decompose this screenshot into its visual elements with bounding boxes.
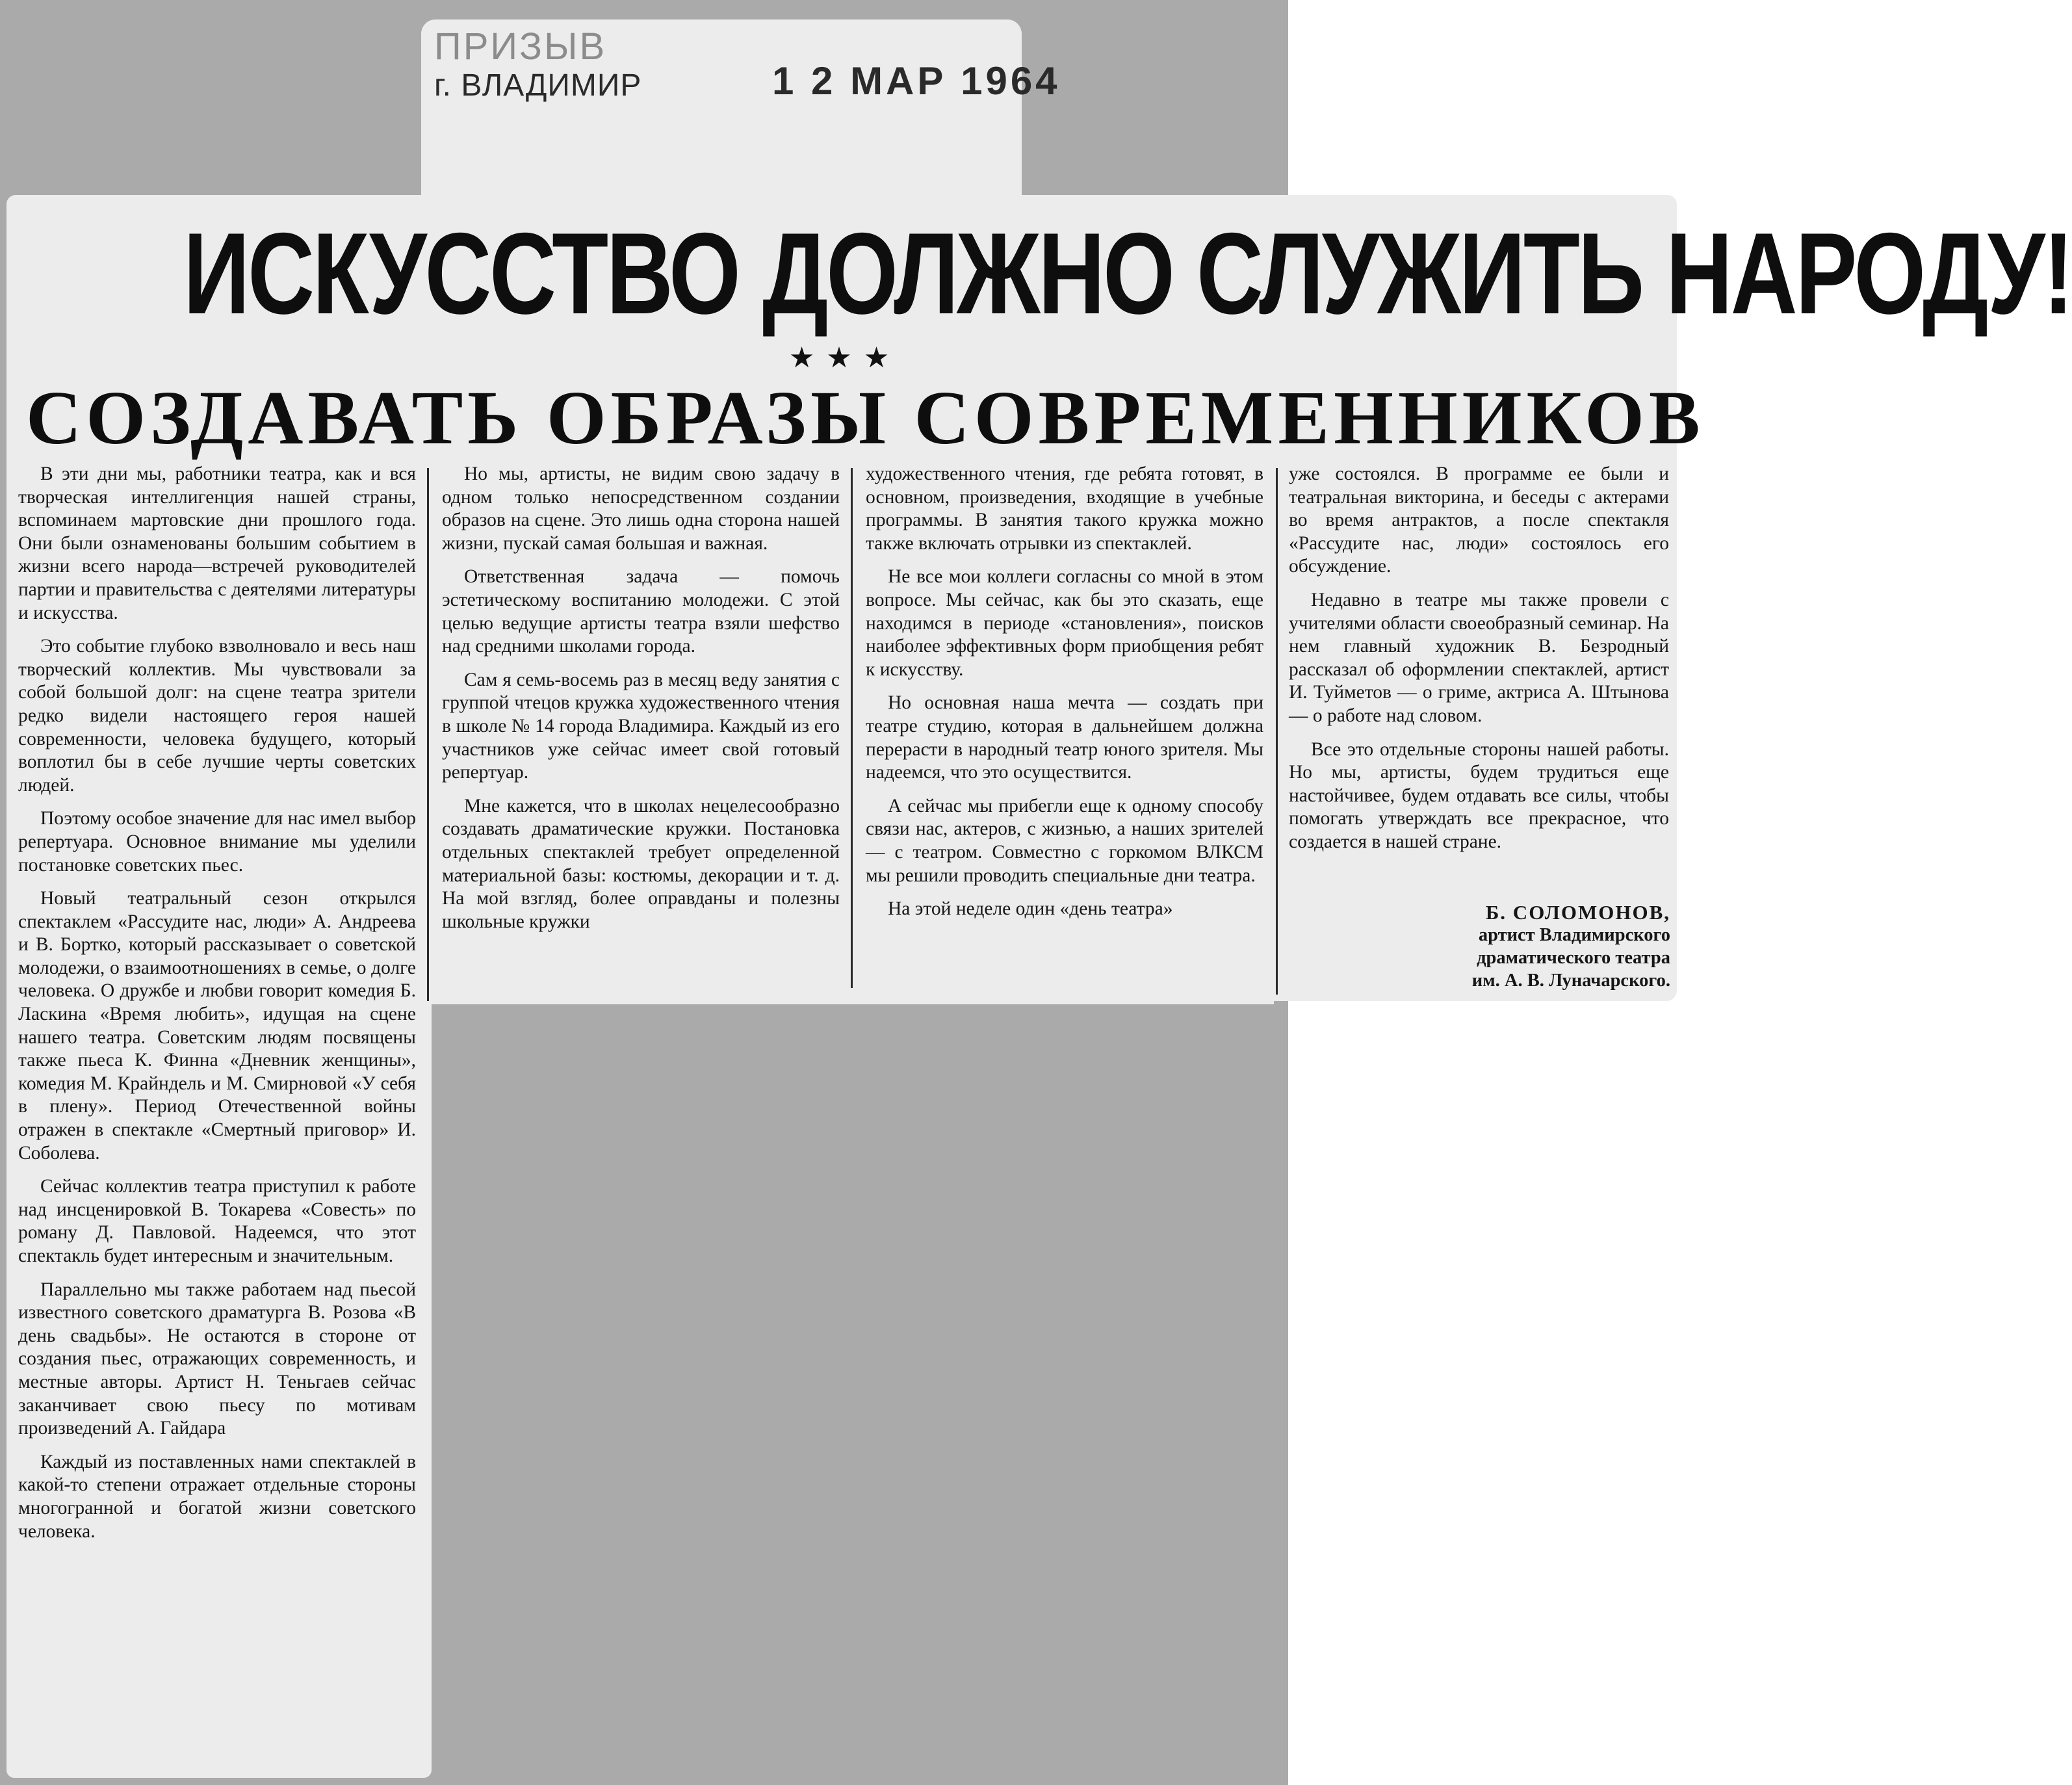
- stamp-newspaper-name: ПРИЗЫВ: [434, 25, 607, 68]
- paragraph: Недавно в театре мы также провели с учителями области своеобразный семинар. На нем главный художник В. Безродный рассказал об оформлении спектаклей, артист И. Туйметов — о гриме, актриса А. Штынова — о работе над словом.: [1289, 589, 1669, 726]
- paragraph: Сейчас коллектив театра приступил к работе над инсценировкой В. Токарева «Совесть» по роману Д. Павловой. Надеемся, что этот спектакль будет интересным и значительным.: [18, 1176, 416, 1266]
- paragraph: Мне кажется, что в школах нецелесообразно создавать драматические кружки. Постановка отдельных спектаклей требует определенной материальной базы: костюмы, декорации и т. д. На мой взгляд, более оправданы и полезны школьные кружки: [442, 795, 840, 932]
- paragraph: уже состоялся. В программе ее были и театральная викторина, и беседы с актерами во время антрактов, а после спектакля «Рассудите нас, люди» состоялось его обсуждение.: [1289, 463, 1669, 577]
- paragraph: Все это отдельные стороны нашей работы. Но мы, артисты, будем трудиться еще настойчивее, будем отдавать все силы, чтобы помогать утверждать все прекрасное, что создается в нашей стране.: [1289, 738, 1669, 852]
- stamp-date: 1 2 МАР 1964: [772, 59, 1061, 103]
- paragraph: Не все мои коллеги согласны со мной в этом вопросе. Мы сейчас, как бы это сказать, еще находимся в периоде «становления», поисков наиболее эффективных форм приобщения ребят к искусству.: [866, 566, 1263, 680]
- author-title-line: драматического театра: [1477, 948, 1670, 968]
- paragraph: Но основная наша мечта — создать при театре студию, которая в дальнейшем должна перерасти в народный театр юного зрителя. Мы надеемся, что это осуществится.: [866, 692, 1263, 783]
- column-divider: [427, 468, 429, 1001]
- paragraph: Ответственная задача — помочь эстетическому воспитанию молодежи. С этой целью ведущие артисты театра взяли шефство над средними школами города.: [442, 566, 840, 657]
- paragraph: Но мы, артисты, не видим свою задачу в одном только непосредственном создании образов на сцене. Это лишь одна сторона нашей жизни, пускай самая большая и важная.: [442, 463, 840, 554]
- paragraph: В эти дни мы, работники театра, как и вся творческая интеллигенция нашей страны, вспоминаем мартовские дни прошлого года. Они были ознаменованы большим событием в жизни всего народа—встречей руководителей партии и правительства с деятелями литературы и искусства.: [18, 463, 416, 623]
- article-headline: ИСКУССТВО ДОЛЖНО СЛУЖИТЬ НАРОДУ!: [183, 209, 2072, 338]
- paragraph: Это событие глубоко взволновало и весь наш творческий коллектив. Мы чувствовали за собой большой долг: на сцене театра зрители редко видели настоящего героя нашей современности, человека будущего, который воплотил бы в себе лучшие черты советских людей.: [18, 636, 416, 796]
- article-column-3: [866, 463, 1263, 1002]
- paragraph: Поэтому особое значение для нас имел выбор репертуара. Основное внимание мы уделили постановке советских пьес.: [18, 808, 416, 876]
- paragraph: Каждый из поставленных нами спектаклей в какой-то степени отражает отдельные стороны многогранной и богатой жизни советского человека.: [18, 1451, 416, 1542]
- stars-separator: ★★★: [788, 341, 901, 374]
- paragraph: художественного чтения, где ребята готовят, в основном, произведения, входящие в учебные программы. В занятия такого кружка можно также включать отрывки из спектаклей.: [866, 463, 1263, 554]
- article-column-4: [1289, 463, 1669, 905]
- author-signature: [1326, 901, 1670, 992]
- paragraph: Параллельно мы также работаем над пьесой известного советского драматурга В. Розова «В день свадьбы». Не остаются в стороне от создания пьес, отражающих современность, и местные авторы. Артист Н. Теньгаев сейчас заканчивает свою пьесу по мотивам произведений А. Гайдара: [18, 1279, 416, 1439]
- paragraph: А сейчас мы прибегли еще к одному способу связи нас, актеров, с жизнью, а наших зрителей — с театром. Совместно с горкомом ВЛКСМ мы решили проводить специальные дни театра.: [866, 795, 1263, 886]
- paragraph: На этой неделе один «день театра»: [888, 898, 1173, 920]
- article-column-2: [442, 463, 840, 996]
- paragraph: Новый театральный сезон открылся спектаклем «Рассудите нас, люди» А. Андреева и В. Бортко, который рассказывает о советской молодежи, о взаимоотношениях в семье, о долге человека. О дружбе и любви говорит комедия Б. Ласкина «Время любить», идущая на сцене нашего театра. Советским людям посвящены также пьеса К. Финна «Дневник женщины», комедия М. Крайндель и М. Смирновой «У себя в плену». Период Отечественной войны отражен в спектакле «Смертный приговор» И. Соболева.: [18, 888, 416, 1164]
- column-divider: [1276, 468, 1278, 995]
- author-title-line: им. А. В. Луначарского.: [1471, 971, 1670, 991]
- stamp-city: г. ВЛАДИМИР: [434, 68, 642, 103]
- author-name: Б. СОЛОМОНОВ,: [1485, 901, 1670, 924]
- article-subheadline: СОЗДАВАТЬ ОБРАЗЫ СОВРЕМЕННИКОВ: [26, 375, 1705, 460]
- author-title-line: артист Владимирского: [1478, 925, 1670, 945]
- article-column-1: [18, 463, 416, 1769]
- column-divider: [851, 468, 853, 988]
- paragraph: Сам я семь-восемь раз в месяц веду занятия с группой чтецов кружка художественного чтения в школе № 14 города Владимира. Каждый из его участников уже сейчас имеет свой готовый репертуар.: [442, 669, 840, 783]
